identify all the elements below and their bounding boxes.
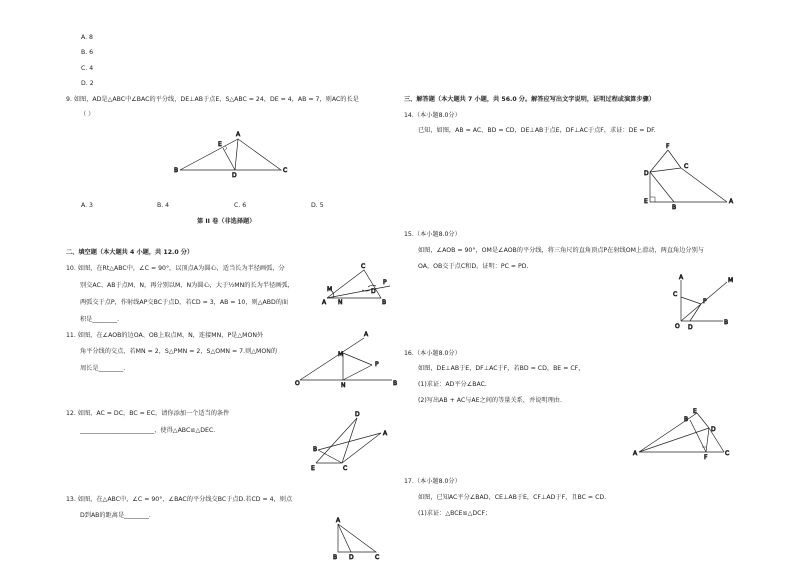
q15-label-d: D (688, 324, 693, 331)
q9-choice-a: A. 3 (81, 202, 93, 209)
q14-label-b: B (672, 204, 677, 211)
q11-label-b: B (393, 380, 398, 387)
q16-line3: (2)写出AB + AC与AE之间的等量关系，并说明理由. (418, 397, 562, 404)
q16-label-f: F (704, 454, 708, 461)
q10-label-n: N (338, 299, 343, 306)
q16-figure (633, 408, 729, 461)
q9-paren: （ ） (80, 111, 95, 118)
q17-line1: 如图，已知AC平分∠BAD，CE⊥AB于E，CF⊥AD于F，且BC = CD. (418, 494, 607, 501)
q15-label-a: A (679, 274, 684, 281)
q11-figure (295, 331, 397, 389)
q16-label-a: A (633, 450, 638, 457)
q9-choice-d: D. 5 (311, 202, 324, 209)
choice-c-prev: C. 4 (81, 65, 94, 72)
q10-figure (322, 263, 390, 306)
solve-header: 三、解答题（本大题共 7 小题，共 56.0 分。解答应写出文字说明，证明过程或演算步骤） (404, 96, 655, 103)
q14-title: 14.（本小题8.0分） (404, 112, 461, 119)
q14-label-f: F (666, 143, 670, 150)
q10-label-d: D (371, 288, 376, 295)
q9-label-c: C (283, 167, 288, 174)
q9-text: 9. 如图，AD是△ABC中∠BAC的平分线，DE⊥AB于点E，S△ABC = 24，DE = 4，AB = 7，则AC的长是 (66, 96, 359, 103)
q9-label-a: A (236, 131, 241, 138)
q15-title: 15.（本小题8.0分） (404, 231, 461, 238)
q11-label-n: N (341, 382, 346, 389)
q14-figure (644, 143, 734, 211)
q14-label-d: D (644, 170, 649, 177)
fill-blank-header: 二、填空题（本大题共 4 小题，共 12.0 分） (66, 249, 194, 256)
q13-line1: 13. 如图，在△ABC中，∠C = 90°，∠BAC的平分线交BC于点D.若CD = 4，则点 (66, 496, 293, 503)
q13-label-c: C (375, 554, 380, 561)
q10-label-m: M (327, 286, 333, 293)
q11-label-m: M (338, 351, 344, 358)
choice-d-prev: D. 2 (81, 80, 94, 87)
q17-line2: (1)求证：△BCE≌△DCF； (418, 510, 492, 517)
q10-label-b: B (382, 299, 387, 306)
q11-label-o: O (295, 380, 300, 387)
q15-label-o: O (675, 323, 680, 330)
q17-title: 17.（本小题8.0分） (404, 478, 461, 485)
q13-label-a: A (336, 517, 341, 524)
q9-label-d: D (232, 172, 237, 179)
q10-line4: 积是________. (80, 316, 120, 323)
choice-a-prev: A. 8 (81, 34, 93, 41)
q10-label-c: C (361, 263, 366, 270)
q16-label-d: D (711, 426, 716, 433)
q13-label-d: D (349, 554, 354, 561)
section2-title: 第 II 卷（非选择题） (197, 218, 256, 225)
q16-line2: (1)求证：AD平分∠BAC. (418, 381, 487, 388)
q15-label-m: M (728, 277, 734, 284)
q10-line3: 两弧交于点P，作射线AP交BC于点D，若CD = 3，AB = 10，则△ABD的面 (80, 299, 289, 306)
q11-line1: 11. 如图，在∠AOB的边OA、OB上取点M、N，连接MN，P是△MON外 (66, 332, 264, 339)
q11-label-a: A (364, 331, 369, 338)
q10-line2: 别交AC、AB于点M、N，再分别以M、N为圆心，大于½MN的长为半径画弧， (80, 282, 294, 289)
q12-label-a: A (383, 430, 388, 437)
q11-label-p: P (375, 361, 379, 368)
q15-figure (673, 274, 733, 331)
q12-figure (311, 411, 388, 472)
q9-figure (174, 131, 287, 179)
q11-line3: 周长是________. (80, 365, 126, 372)
q13-label-b: B (333, 554, 338, 561)
q16-label-c: C (725, 450, 730, 457)
q15-label-b: B (724, 319, 729, 326)
q16-line1: 如图，DE⊥AB于E，DF⊥AC于F，若BD = CD，BE = CF， (418, 365, 585, 372)
choice-b-prev: B. 6 (81, 49, 94, 56)
q9-label-b: B (174, 167, 179, 174)
q14-text: 已知，如图，AB = AC，BD = CD，DE⊥AB于点E，DF⊥AC于点F，求证：DE = DF. (418, 127, 656, 134)
q9-label-e: E (218, 141, 222, 148)
q14-label-a: A (729, 198, 734, 205)
q9-choice-b: B. 4 (157, 202, 170, 209)
q13-figure (333, 517, 379, 561)
q15-label-p: P (703, 298, 707, 305)
q15-label-c: C (673, 291, 678, 298)
q16-label-e: E (693, 408, 697, 415)
q12-line1: 12. 如图，AC = DC，BC = EC，请你添加一个适当的条件 (66, 410, 230, 417)
q12-label-c: C (343, 465, 348, 472)
q14-label-e: E (644, 198, 648, 205)
q12-label-d: D (355, 411, 360, 418)
q13-line2: D到AB的距离是________. (80, 512, 151, 519)
q11-line2: 角平分线的交点，若MN = 2，S△PMN = 2，S△OMN = 7.则△MON的 (80, 348, 278, 355)
q14-label-c: C (684, 163, 689, 170)
q10-line1: 10. 如图，在Rt△ABC中，∠C = 90°，以顶点A为圆心，适当长为半径画弧，分 (66, 265, 285, 272)
q15-line1: 如图，∠AOB = 90°，OM是∠AOB的平分线，将三角尺的直角顶点P在射线OM上滑动，两直角边分别与 (418, 247, 704, 254)
q15-line2: OA，OB交于点C和D，证明：PC = PD. (418, 263, 529, 270)
q16-title: 16.（本小题8.0分） (404, 350, 461, 357)
q12-label-b: B (313, 446, 318, 453)
q12-line2: ________________________，使得△ABC≌△DEC. (80, 427, 216, 434)
q16-label-b: B (684, 416, 689, 423)
q10-label-a: A (322, 299, 327, 306)
q10-label-p: P (383, 279, 387, 286)
q9-choice-c: C. 6 (234, 202, 247, 209)
q12-label-e: E (311, 465, 315, 472)
